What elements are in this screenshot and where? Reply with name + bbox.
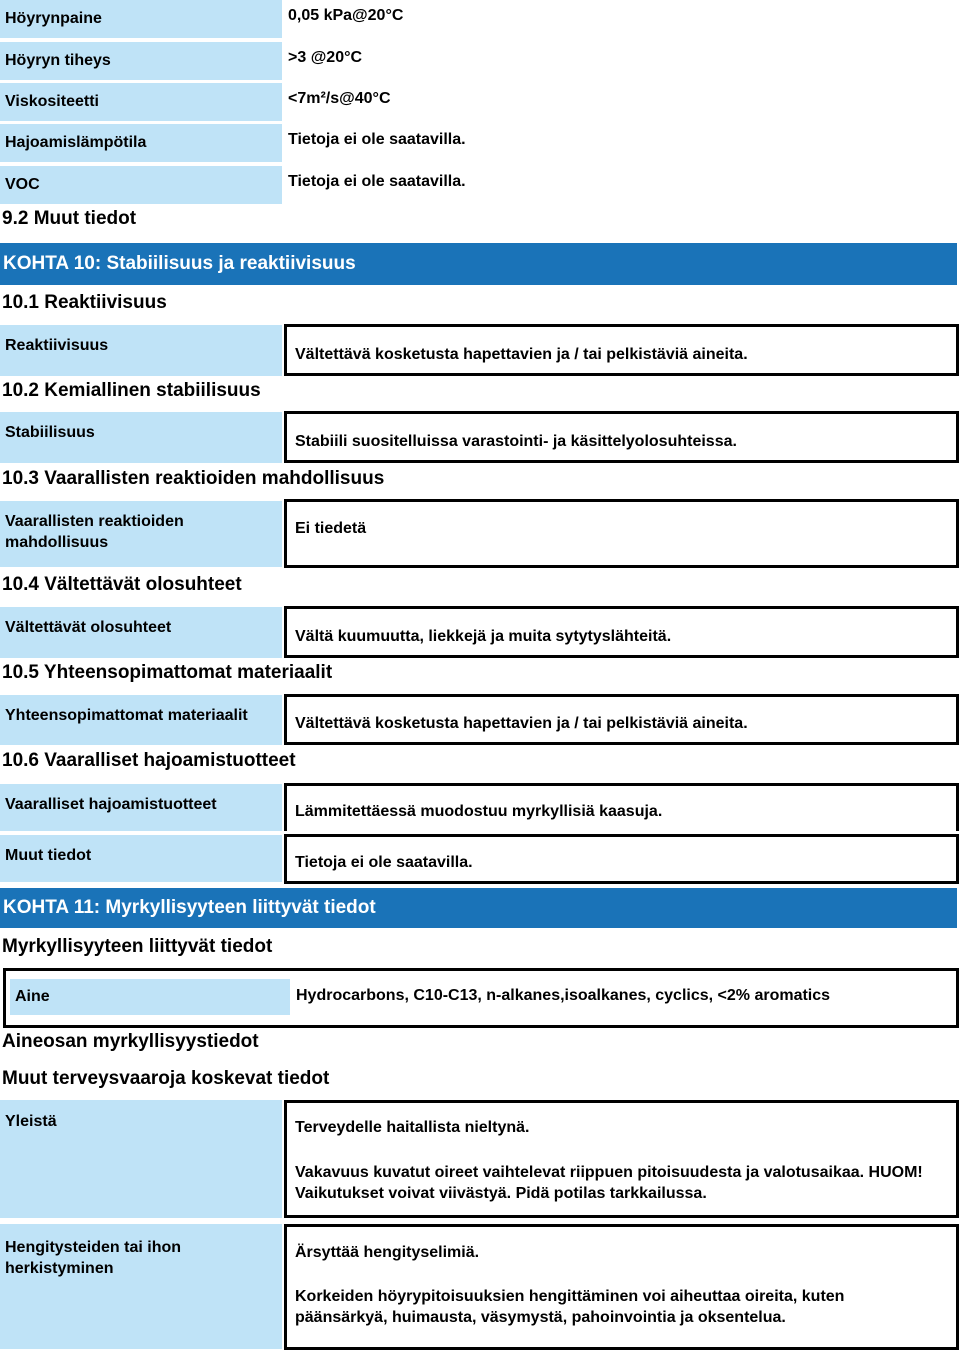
- prop-value-decomposition-temp: Tietoja ei ole saatavilla.: [288, 131, 466, 148]
- field-value-other-info: Tietoja ei ole saatavilla.: [284, 834, 959, 884]
- prop-label-voc: VOC: [0, 166, 282, 204]
- prop-label-vapour-pressure: Höyrynpaine: [0, 0, 282, 38]
- substance-value: Hydrocarbons, C10-C13, n-alkanes,isoalkanes, cyclics, <2% aromatics: [296, 987, 831, 1004]
- field-value-hazardous-reactions: Ei tiedetä: [284, 499, 959, 568]
- field-label-decomposition-products: Vaaralliset hajoamistuotteet: [0, 784, 282, 831]
- subsection-heading-9-2: 9.2 Muut tiedot: [2, 208, 137, 229]
- field-value-incompatible-materials: Vältettävä kosketusta hapettavien ja / tai pelkistäviä aineita.: [284, 694, 959, 745]
- field-value-sensitisation: [284, 1224, 959, 1350]
- general-text-1: Terveydelle haitallista nieltynä.: [295, 1119, 530, 1136]
- field-label-stability: Stabiilisuus: [0, 412, 282, 463]
- subsection-heading-10-2: 10.2 Kemiallinen stabiilisuus: [2, 380, 261, 401]
- substance-label: Aine: [10, 979, 290, 1015]
- field-label-reactivity: Reaktiivisuus: [0, 325, 282, 376]
- subsection-heading-10-1: 10.1 Reaktiivisuus: [2, 292, 167, 313]
- subsection-heading-other-health-hazards: Muut terveysvaaroja koskevat tiedot: [2, 1068, 330, 1089]
- general-text-2: Vakavuus kuvatut oireet vaihtelevat riippuen pitoisuudesta ja valotusaikaa. HUOM! Vaikutukset voivat viivästyä. Pidä potilas tarkkailussa.: [295, 1164, 923, 1202]
- section-bar-kohta-11: KOHTA 11: Myrkyllisyyteen liittyvät tiedot: [0, 888, 957, 928]
- field-label-hazardous-reactions: Vaarallisten reaktioiden mahdollisuus: [0, 501, 282, 567]
- field-label-sensitisation: Hengitysteiden tai ihon herkistyminen: [0, 1224, 282, 1349]
- field-value-stability: Stabiili suositelluissa varastointi- ja käsittelyolosuhteissa.: [284, 411, 959, 463]
- field-value-conditions-to-avoid: Vältä kuumuutta, liekkejä ja muita sytytyslähteitä.: [284, 606, 959, 658]
- field-value-general: [284, 1100, 959, 1218]
- field-value-reactivity: Vältettävä kosketusta hapettavien ja / tai pelkistäviä aineita.: [284, 324, 959, 376]
- field-label-conditions-to-avoid: Vältettävät olosuhteet: [0, 607, 282, 658]
- field-label-general: Yleistä: [0, 1100, 282, 1218]
- sensitisation-text-1: Ärsyttää hengityselimiä.: [295, 1244, 480, 1261]
- field-label-other-info: Muut tiedot: [0, 835, 282, 882]
- prop-label-decomposition-temp: Hajoamislämpötila: [0, 124, 282, 162]
- subsection-heading-10-4: 10.4 Vältettävät olosuhteet: [2, 574, 242, 595]
- prop-value-vapour-pressure: 0,05 kPa@20°C: [288, 7, 404, 24]
- subsection-heading-10-5: 10.5 Yhteensopimattomat materiaalit: [2, 662, 333, 683]
- field-label-incompatible-materials: Yhteensopimattomat materiaalit: [0, 695, 282, 745]
- subsection-heading-toxicology: Myrkyllisyyteen liittyvät tiedot: [2, 936, 273, 957]
- field-value-decomposition-products: Lämmitettäessä muodostuu myrkyllisiä kaasuja.: [284, 783, 959, 831]
- subsection-heading-10-3: 10.3 Vaarallisten reaktioiden mahdollisuus: [2, 468, 385, 489]
- subsection-heading-component-toxicity: Aineosan myrkyllisyystiedot: [2, 1031, 259, 1052]
- sensitisation-text-2: Korkeiden höyrypitoisuuksien hengittäminen voi aiheuttaa oireita, kuten päänsärkyä, huimausta, väsymystä, pahoinvointia ja oksentelua.: [295, 1288, 845, 1326]
- subsection-heading-10-6: 10.6 Vaaralliset hajoamistuotteet: [2, 750, 296, 771]
- prop-value-voc: Tietoja ei ole saatavilla.: [288, 173, 466, 190]
- prop-label-vapour-density: Höyryn tiheys: [0, 42, 282, 80]
- prop-value-vapour-density: >3 @20°C: [288, 49, 363, 66]
- section-bar-kohta-10: KOHTA 10: Stabiilisuus ja reaktiivisuus: [0, 243, 957, 285]
- prop-value-viscosity: <7m²/s@40°C: [288, 90, 391, 107]
- substance-box: [3, 968, 959, 1028]
- prop-label-viscosity: Viskositeetti: [0, 83, 282, 121]
